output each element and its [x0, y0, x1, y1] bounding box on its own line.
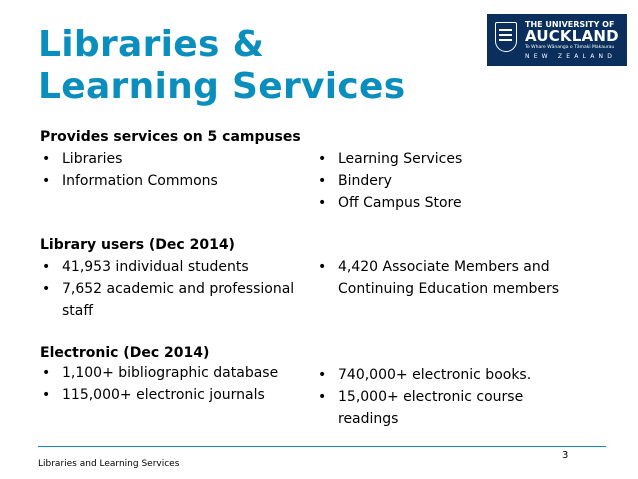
list-item: • Information Commons [40, 170, 310, 192]
campuses-left-list [40, 148, 310, 192]
crest-icon [495, 22, 517, 52]
list-item: • 115,000+ electronic journals [40, 384, 314, 406]
university-logo [487, 14, 627, 66]
list-item: • Off Campus Store [316, 192, 596, 214]
list-item: • Libraries [40, 148, 310, 170]
page-number: 3 [562, 450, 569, 461]
list-item: • 41,953 individual students [40, 256, 314, 278]
electronic-right-list [316, 364, 576, 430]
list-item: • Bindery [316, 170, 596, 192]
electronic-heading: Electronic (Dec 2014) [40, 345, 210, 361]
users-left-list [40, 256, 314, 322]
electronic-left-list [40, 362, 314, 406]
footer-text: Libraries and Learning Services [38, 459, 180, 469]
logo-line-2: AUCKLAND [525, 27, 619, 45]
campuses-heading: Provides services on 5 campuses [40, 129, 301, 145]
list-item: • 15,000+ electronic course readings [316, 386, 576, 430]
list-item: • 4,420 Associate Members and Continuing Education members [316, 256, 596, 300]
footer-divider [38, 446, 606, 447]
slide-title-line-1: Libraries & [38, 24, 265, 65]
list-item: • 7,652 academic and professional staff [40, 278, 314, 322]
list-item: • 1,100+ bibliographic database [40, 362, 314, 384]
logo-motto: Te Whare Wānanga o Tāmaki Makaurau [525, 45, 615, 50]
list-item: • Learning Services [316, 148, 596, 170]
campuses-right-list [316, 148, 596, 214]
slide-title [38, 24, 478, 108]
list-item: • 740,000+ electronic books. [316, 364, 576, 386]
logo-line-1: THE UNIVERSITY OF [525, 20, 615, 29]
users-heading: Library users (Dec 2014) [40, 237, 235, 253]
logo-country: NEW ZEALAND [525, 53, 617, 60]
slide-title-line-2: Learning Services [38, 66, 406, 107]
users-right-list [316, 256, 596, 300]
